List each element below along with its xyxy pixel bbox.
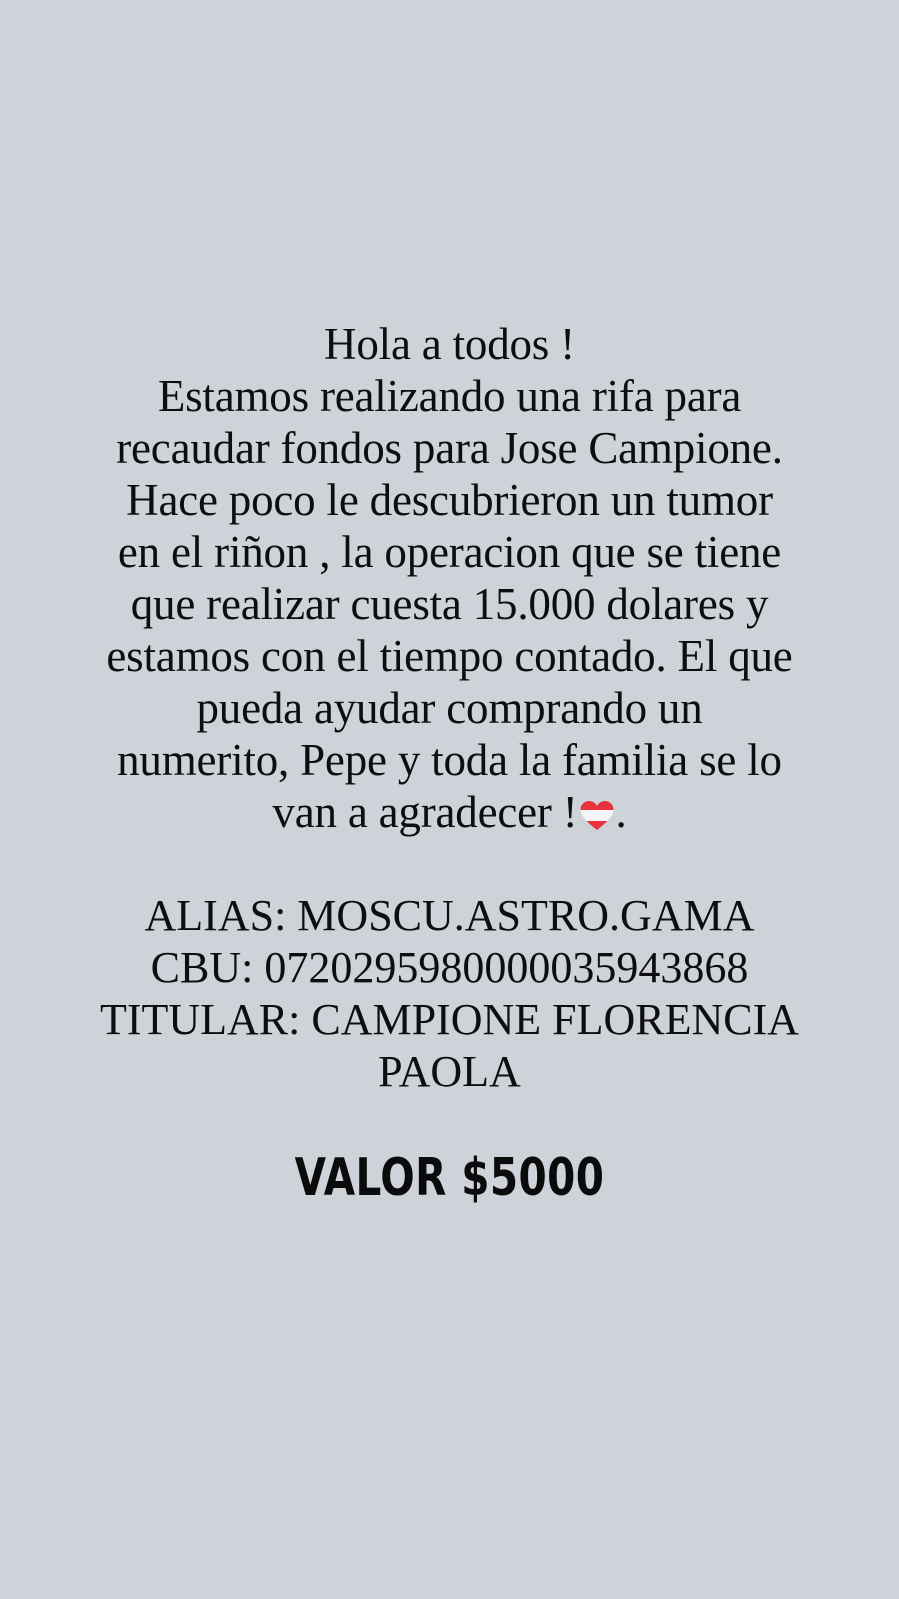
titular-line-continued: PAOLA xyxy=(378,1047,521,1096)
message-line: pueda ayudar comprando un xyxy=(196,683,703,733)
message-line: recaudar fondos para Jose Campione. xyxy=(116,423,783,473)
message-line-period: . xyxy=(615,787,627,837)
message-line: Hace poco le descubrieron un tumor xyxy=(126,475,773,525)
message-last-line xyxy=(78,786,821,838)
titular-line: TITULAR: CAMPIONE FLORENCIA xyxy=(99,995,800,1044)
message-line: numerito, Pepe y toda la familia se lo xyxy=(117,735,782,785)
message-line-text: van a agradecer ! xyxy=(272,787,578,837)
message-line: que realizar cuesta 15.000 dolares y xyxy=(130,579,769,629)
message-line: Estamos realizando una rifa para xyxy=(157,371,742,421)
alias-line: ALIAS: MOSCU.ASTRO.GAMA xyxy=(144,891,755,940)
price-label: VALOR $5000 xyxy=(294,1148,605,1208)
heart-icon xyxy=(580,800,614,831)
cbu-line: CBU: 0720295980000035943868 xyxy=(150,943,749,992)
bank-details xyxy=(78,890,821,1098)
message-line: en el riñon , la operacion que se tiene xyxy=(117,527,782,577)
message-line: Hola a todos ! xyxy=(324,319,575,369)
message-line: estamos con el tiempo contado. El que xyxy=(106,631,793,681)
message-paragraph xyxy=(78,318,821,838)
story-content xyxy=(0,318,899,1208)
